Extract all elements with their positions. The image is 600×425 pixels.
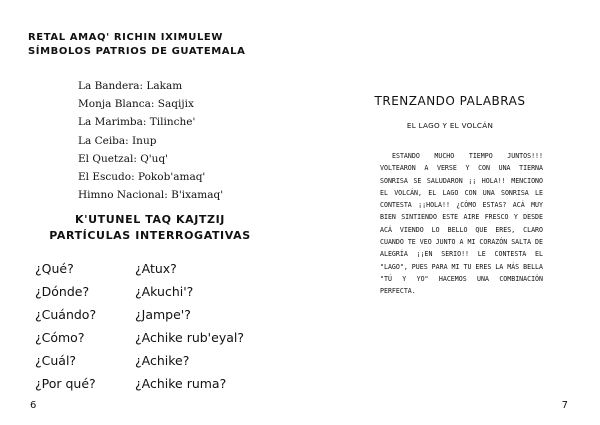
list-item: ¿Por qué? [35, 376, 96, 391]
list-item: ¿Qué? [35, 261, 74, 276]
right-page [300, 0, 600, 425]
list-item: Monja Blanca: Saqijix [78, 98, 194, 111]
list-item: ¿Akuchi'? [135, 284, 194, 299]
interrogatives-spanish-list [35, 257, 96, 395]
list-item: ¿Dónde? [35, 284, 90, 299]
list-item: La Marimba: Tilinche' [78, 116, 196, 129]
page-title: TRENZANDO PALABRAS [374, 94, 526, 108]
list-item: ¿Atux? [135, 261, 177, 276]
heading-spanish: SÍMBOLOS PATRIOS DE GUATEMALA [28, 46, 246, 57]
list-item: ¿Cómo? [35, 330, 85, 345]
list-item: ¿Achike? [135, 353, 190, 368]
section-heading-spanish: PARTÍCULAS INTERROGATIVAS [49, 229, 251, 242]
page-number: 7 [561, 400, 568, 411]
story-body: ESTANDO MUCHO TIEMPO JUNTOS!!! VOLTEARON A VERSE Y CON UNA TIERNA SONRISA SE SALUDARON ¡¡ HOLA!! MENCIONO EL VOLCÁN, EL LAGO CON UNA SONRISA LE CONTESTA ¡¡HOLA!! ¿CÓMO ESTAS? ACÁ MUY BIEN SINTIENDO ESTE AIRE FRESCO Y DESDE ACÁ VIENDO LO BELLO QUE ERES, CLARO CUANDO TE VEO JUNTO A MI CORAZÓN SALTA DE ALEGRÍA ¡¡EN SERIO!! LE CONTESTA EL "LAGO", PUES PARA MI TU ERES LA MÁS BELLA "TÚ Y YO" HACEMOS UNA COMBINACIÓN PERFECTA. [380, 152, 543, 296]
page-number: 6 [30, 400, 37, 411]
story-subtitle: EL LAGO Y EL VOLCÁN [406, 121, 494, 130]
list-item: ¿Jampe'? [135, 307, 191, 322]
section-heading-kiche: K'UTUNEL TAQ KAJTZIJ [75, 213, 225, 226]
list-item: ¿Cuál? [35, 353, 77, 368]
symbols-list [78, 77, 223, 204]
list-item: El Escudo: Pokob'amaq' [78, 170, 206, 183]
interrogatives-kiche-list [135, 257, 244, 395]
list-item: ¿Cuándo? [35, 307, 97, 322]
list-item: Himno Nacional: B'ixamaq' [78, 189, 224, 202]
list-item: La Ceiba: Inup [78, 134, 157, 147]
list-item: ¿Achike ruma? [135, 376, 227, 391]
heading-kiche: RETAL AMAQ' RICHIN IXIMULEW [28, 32, 223, 43]
list-item: La Bandera: Lakam [78, 80, 183, 92]
list-item: ¿Achike rub'eyal? [135, 330, 244, 345]
list-item: El Quetzal: Q'uq' [78, 152, 169, 165]
